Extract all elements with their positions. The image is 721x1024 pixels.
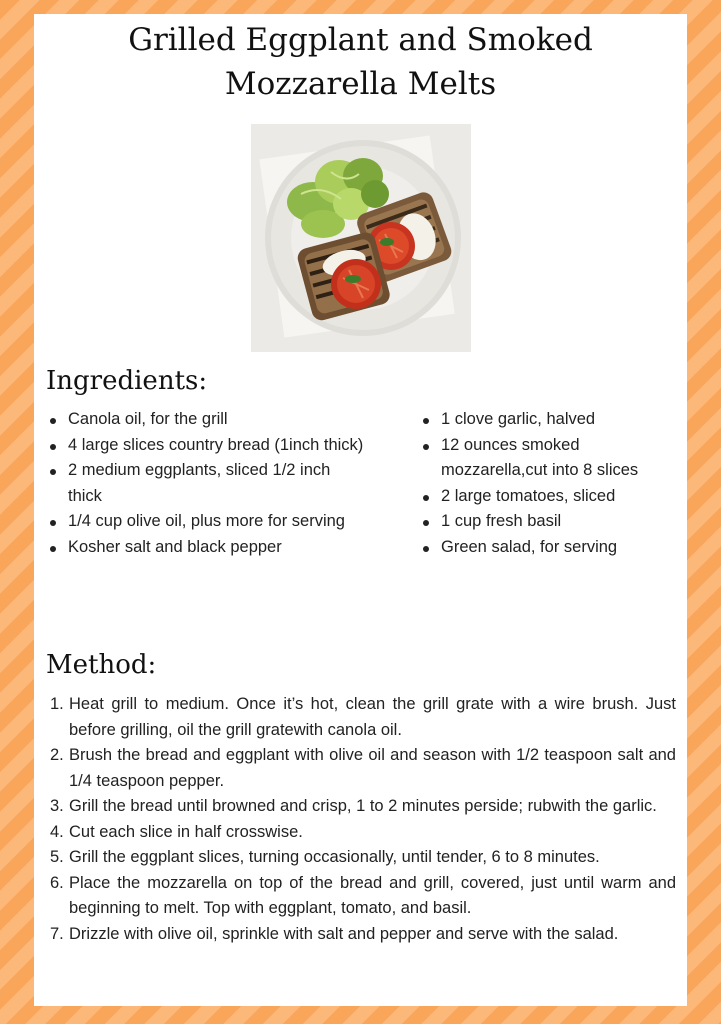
ingredient-item: 1 clove garlic, halved: [419, 407, 679, 433]
step-text: Brush the bread and eggplant with olive oil and season with 1/2 teaspoon salt and 1/4 teaspoon pepper.: [69, 746, 676, 790]
step-text: Grill the bread until browned and crisp, 1 to 2 minutes perside; rubwith the garlic.: [69, 797, 657, 815]
step-text: Cut each slice in half crosswise.: [69, 822, 303, 841]
method-step: [48, 743, 676, 794]
step-number: 2.: [50, 746, 64, 764]
step-number: 3.: [50, 797, 64, 815]
ingredient-item: 2 medium eggplants, sliced 1/2 inch thick: [46, 458, 366, 509]
ingredient-item: Green salad, for serving: [419, 535, 679, 561]
ingredients-list-left: [46, 407, 366, 560]
method-step: [48, 794, 676, 820]
step-number: 4.: [50, 822, 64, 841]
ingredient-item: 1 cup fresh basil: [419, 509, 679, 535]
method-step: [48, 922, 676, 948]
method-step: [48, 820, 676, 846]
step-text: Grill the eggplant slices, turning occasionally, until tender, 6 to 8 minutes.: [69, 848, 600, 866]
page-title: Grilled Eggplant and Smoked Mozzarella Melts: [128, 22, 593, 102]
step-number: 1.: [50, 695, 64, 713]
ingredient-item: 2 large tomatoes, sliced: [419, 484, 679, 510]
step-text: Heat grill to medium. Once it’s hot, clean the grill grate with a wire brush. Just before grilling, oil the grill gratewith canola oil.: [69, 695, 676, 739]
dish-photo: [251, 124, 471, 352]
method-steps: [48, 692, 676, 947]
ingredients-list-right: [419, 407, 679, 560]
method-step: [48, 692, 676, 743]
step-text: Place the mozzarella on top of the bread and grill, covered, just until warm and beginning to melt. Top with eggplant, tomato, and basil.: [69, 873, 676, 917]
method-step: [48, 871, 676, 922]
ingredient-item: 4 large slices country bread (1inch thick): [46, 433, 366, 459]
ingredient-item: Kosher salt and black pepper: [46, 535, 366, 561]
ingredient-item: Canola oil, for the grill: [46, 407, 366, 433]
step-text: Drizzle with olive oil, sprinkle with salt and pepper and serve with the salad.: [69, 924, 619, 943]
ingredient-item: 1/4 cup olive oil, plus more for serving: [46, 509, 366, 535]
ingredients-heading: Ingredients:: [46, 366, 208, 396]
step-number: 5.: [50, 848, 64, 866]
step-number: 7.: [50, 924, 64, 943]
step-number: 6.: [50, 873, 64, 892]
method-step: [48, 845, 676, 871]
recipe-card: [34, 14, 687, 1006]
ingredient-item: 12 ounces smoked mozzarella,cut into 8 slices: [419, 433, 679, 484]
method-heading: Method:: [46, 650, 157, 680]
